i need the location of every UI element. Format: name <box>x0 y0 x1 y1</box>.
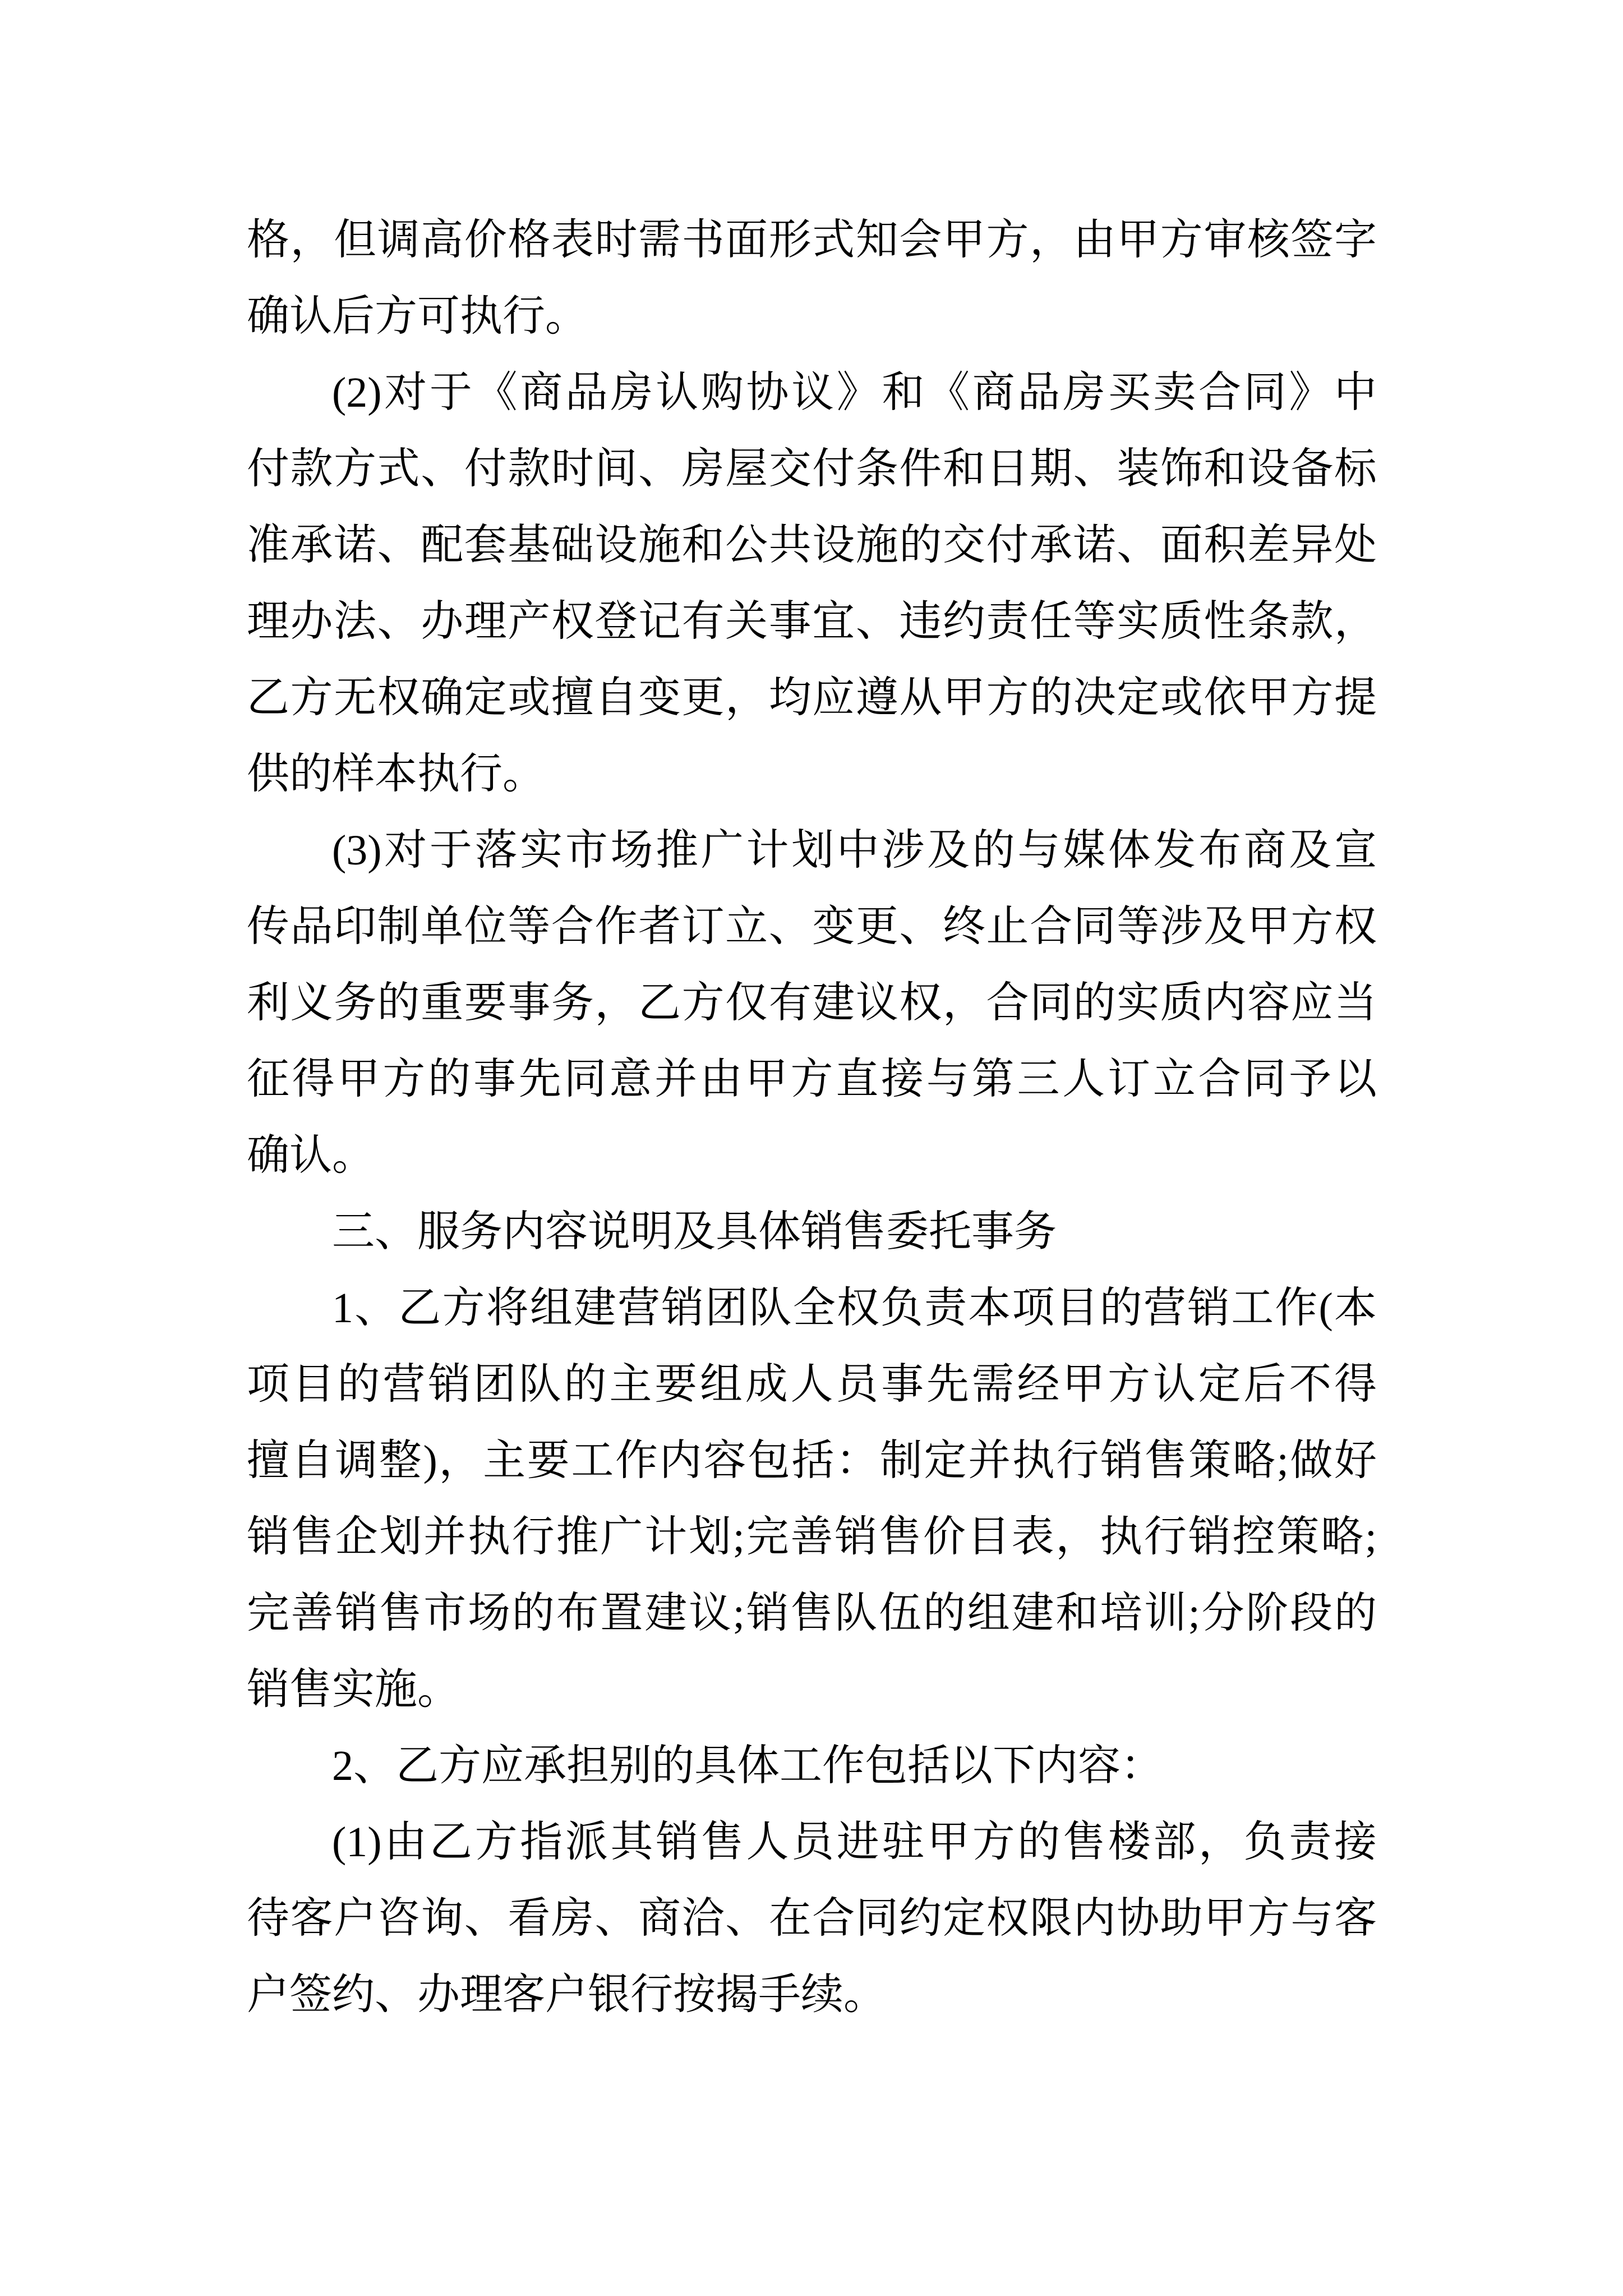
paragraph <box>247 1270 1377 1728</box>
paragraph <box>247 355 1377 812</box>
paragraph <box>247 1194 1377 1270</box>
paragraph <box>247 1804 1377 2033</box>
text-line: (2)对于《商品房认购协议》和《商品房买卖合同》中 <box>332 369 1377 416</box>
paragraph <box>247 202 1377 355</box>
text-line: 2、乙方应承担别的具体工作包括以下内容： <box>332 1742 1163 1789</box>
text-line: 付款方式、付款时间、房屋交付条件和日期、装饰和设备标 <box>247 445 1377 493</box>
text-line: 理办法、办理产权登记有关事宜、违约责任等实质性条款， <box>247 598 1377 645</box>
text-line: (3)对于落实市场推广计划中涉及的与媒体发布商及宣 <box>332 827 1377 874</box>
paragraph <box>247 1728 1377 1804</box>
text-line: 格，但调高价格表时需书面形式知会甲方，由甲方审核签字 <box>247 217 1377 264</box>
text-line: 利义务的重要事务，乙方仅有建议权，合同的实质内容应当 <box>247 979 1377 1027</box>
text-line: 完善销售市场的布置建议;销售队伍的组建和培训;分阶段的 <box>247 1590 1377 1637</box>
text-line: 传品印制单位等合作者订立、变更、终止合同等涉及甲方权 <box>247 903 1377 950</box>
text-line: 乙方无权确定或擅自变更，均应遵从甲方的决定或依甲方提 <box>247 674 1377 721</box>
text-line: 确认。 <box>247 1132 375 1179</box>
text-line: 征得甲方的事先同意并由甲方直接与第三人订立合同予以 <box>247 1056 1377 1103</box>
text-line: 1、乙方将组建营销团队全权负责本项目的营销工作(本 <box>332 1285 1377 1332</box>
text-line: 确认后方可执行。 <box>247 293 588 340</box>
text-line: 待客户咨询、看房、商洽、在合同约定权限内协助甲方与客 <box>247 1895 1377 1942</box>
paragraph <box>247 812 1377 1194</box>
text-line: 户签约、办理客户银行按揭手续。 <box>247 1971 886 2018</box>
text-line: 项目的营销团队的主要组成人员事先需经甲方认定后不得 <box>247 1361 1377 1408</box>
text-line: 销售企划并执行推广计划;完善销售价目表，执行销控策略; <box>247 1513 1377 1561</box>
contract-text-block <box>247 202 1377 2033</box>
text-line: 擅自调整)，主要工作内容包括：制定并执行销售策略;做好 <box>247 1437 1377 1484</box>
text-line: 销售实施。 <box>247 1666 460 1713</box>
text-line: 准承诺、配套基础设施和公共设施的交付承诺、面积差异处 <box>247 522 1377 569</box>
text-line: 供的样本执行。 <box>247 751 545 798</box>
text-line: (1)由乙方指派其销售人员进驻甲方的售楼部，负责接 <box>332 1819 1377 1866</box>
text-line: 三、服务内容说明及具体销售委托事务 <box>332 1208 1057 1255</box>
